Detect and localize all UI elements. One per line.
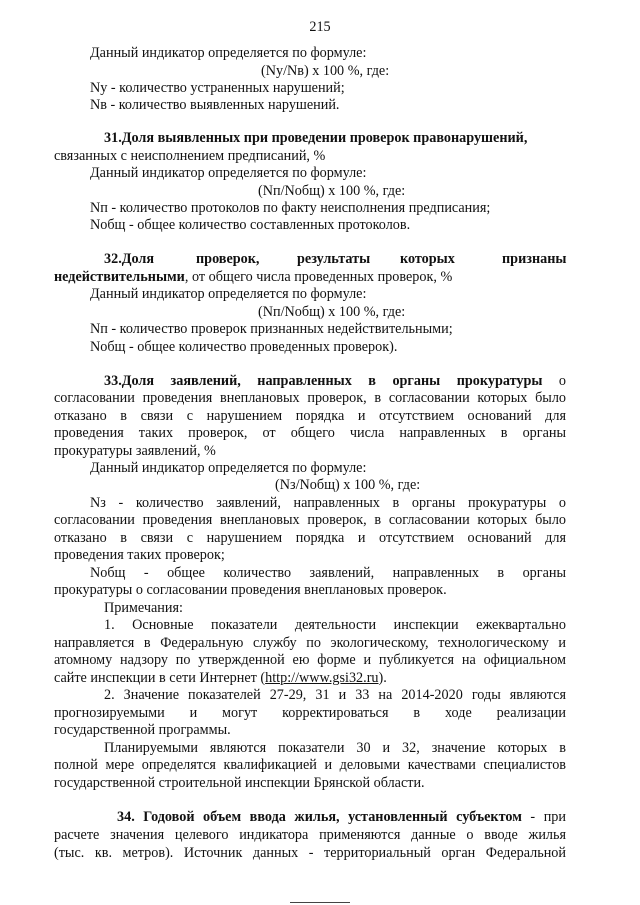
section-title-bold: недействительными <box>54 269 185 285</box>
formula: (Nп/Nобщ) x 100 %, где: <box>258 183 406 199</box>
note-line: государственной программы. <box>54 722 231 738</box>
variable-definition: Nп - количество протоколов по факту неисполнения предписания; <box>90 200 491 216</box>
note-line: 1. Основные показатели деятельности инспекции ежеквартально <box>104 617 566 633</box>
paragraph-line: (тыс. кв. метров). Источник данных - территориальный орган Федеральной <box>54 845 566 861</box>
formula-intro: Данный индикатор определяется по формуле: <box>90 460 367 476</box>
variable-definition-line: Nобщ - общее количество заявлений, направленных в органы <box>90 565 566 581</box>
section-title-continuation: связанных с неисполнением предписаний, % <box>54 148 326 164</box>
section-title-word: проверок, <box>196 251 260 267</box>
note-line: направляется в Федеральную службу по экологическому, технологическому и <box>54 635 566 651</box>
section-title-bold: 33.Доля заявлений, направленных в органы прокуратуры <box>104 373 543 389</box>
section-title-line <box>117 809 566 825</box>
website-link[interactable]: http://www.gsi32.ru <box>265 670 379 686</box>
section-title: 31.Доля выявленных при проведении проверок правонарушений, <box>104 130 528 146</box>
page-edge-mark <box>290 902 350 903</box>
note-line: Планируемыми являются показатели 30 и 32, значение которых в <box>104 740 566 756</box>
section-title-word: 32.Доля <box>104 251 155 267</box>
formula: (Ny/Nв) x 100 %, где: <box>261 63 390 79</box>
variable-definition-line: Nз - количество заявлений, направленных в органы прокуратуры о <box>90 495 566 511</box>
variable-definition-line: согласовании проведения внеплановых проверок, в согласовании которых было <box>54 512 566 528</box>
formula-intro: Данный индикатор определяется по формуле: <box>90 45 367 61</box>
page-number: 215 <box>309 19 331 35</box>
variable-definition: Nобщ - общее количество проведенных проверок). <box>90 339 398 355</box>
section-title-continuation <box>54 269 452 285</box>
notes-heading: Примечания: <box>104 600 183 616</box>
section-title-rest: , от общего числа проведенных проверок, % <box>184 269 453 285</box>
variable-definition-line: прокуратуры о согласовании проведения внеплановых проверок. <box>54 582 447 598</box>
section-title-rest: - при <box>521 809 566 825</box>
section-title-word: которых <box>400 251 455 267</box>
paragraph-line: согласовании проведения внеплановых проверок, в согласовании которых было <box>54 390 566 406</box>
variable-definition-line: проведения таких проверок; <box>54 547 225 563</box>
note-line: атомному надзору по утвержденной ею форме и публикуется на официальном <box>54 652 566 668</box>
note-line: 2. Значение показателей 27-29, 31 и 33 на 2014-2020 годы являются <box>104 687 566 703</box>
note-line: государственной строительной инспекции Брянской области. <box>54 775 425 791</box>
note-line: прогнозируемыми и могут корректироваться в ходе реализации <box>54 705 566 721</box>
section-title-rest: о <box>542 373 566 389</box>
paragraph-line: расчете значения целевого индикатора применяются данные о вводе жилья <box>54 827 566 843</box>
note-line: полной мере определятся квалификацией и деловыми качествами специалистов <box>54 757 566 773</box>
note-text: ). <box>378 670 387 686</box>
paragraph-line: прокуратуры заявлений, % <box>54 443 216 459</box>
formula-intro: Данный индикатор определяется по формуле: <box>90 165 367 181</box>
paragraph-line: отказано в связи с нарушением порядка и отсутствием оснований для <box>54 408 566 424</box>
variable-definition: Ny - количество устраненных нарушений; <box>90 80 345 96</box>
note-line <box>54 670 387 686</box>
variable-definition: Nв - количество выявленных нарушений. <box>90 97 340 113</box>
formula-intro: Данный индикатор определяется по формуле: <box>90 286 367 302</box>
formula: (Nп/Nобщ) x 100 %, где: <box>258 304 406 320</box>
note-text: сайте инспекции в сети Интернет ( <box>54 670 266 686</box>
variable-definition-line: отказано в связи с нарушением порядка и отсутствием оснований для <box>54 530 566 546</box>
section-title-line <box>104 373 566 389</box>
formula: (Nз/Nобщ) x 100 %, где: <box>275 477 421 493</box>
variable-definition: Nп - количество проверок признанных недействительными; <box>90 321 453 337</box>
paragraph-line: проведения таких проверок, от общего числа направленных в органы <box>54 425 566 441</box>
section-title-bold: 34. Годовой объем ввода жилья, установленный субъектом <box>117 809 522 825</box>
section-title-word: признаны <box>502 251 567 267</box>
variable-definition: Nобщ - общее количество составленных протоколов. <box>90 217 411 233</box>
section-title-word: результаты <box>297 251 371 267</box>
